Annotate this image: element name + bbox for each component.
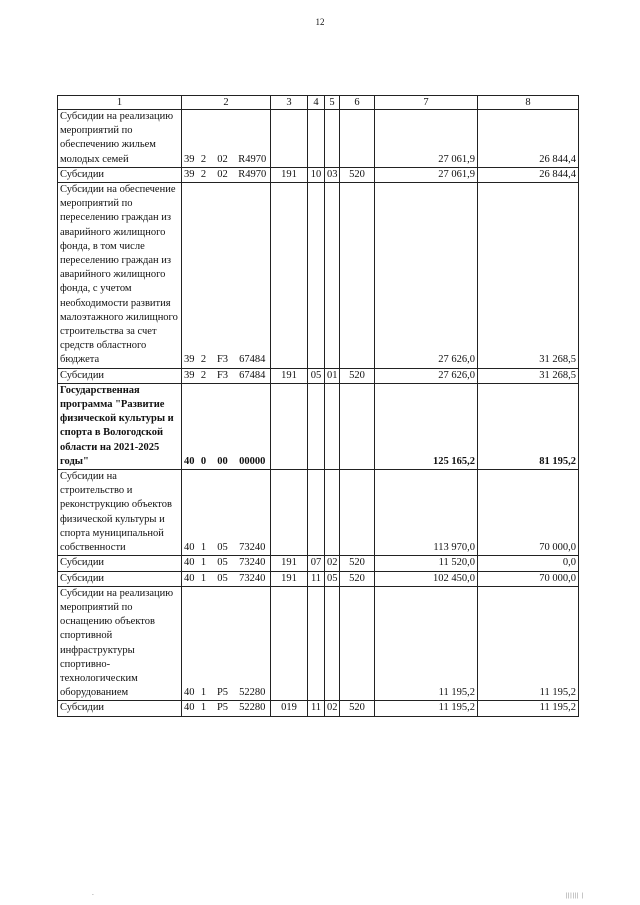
code-expense-cell: 67484 <box>235 368 271 383</box>
amount-2022-cell: 70 000,0 <box>478 571 579 586</box>
section-code-cell <box>308 183 325 369</box>
amount-2021-cell: 11 195,2 <box>375 701 478 716</box>
code-expense-cell: 52280 <box>235 586 271 701</box>
row-name-cell: Субсидии на строительство и реконструкцию объектов физической культуры и спорта муниципальной собственности <box>58 470 182 556</box>
code-direction-cell: F3 <box>211 368 235 383</box>
row-name-cell: Субсидии <box>58 556 182 571</box>
code-program-cell: 40 <box>182 571 197 586</box>
header-col-3: 3 <box>271 96 308 110</box>
subsection-code-cell <box>325 110 340 168</box>
amount-2022-cell: 11 195,2 <box>478 701 579 716</box>
amount-2021-cell: 102 450,0 <box>375 571 478 586</box>
code-subprogram-cell: 2 <box>197 183 211 369</box>
code-expense-cell: 00000 <box>235 383 271 469</box>
code-program-cell: 40 <box>182 701 197 716</box>
expense-type-cell <box>340 110 375 168</box>
subsection-code-cell: 05 <box>325 571 340 586</box>
budget-table <box>57 95 579 717</box>
section-code-cell: 11 <box>308 571 325 586</box>
header-col-8: 8 <box>478 96 579 110</box>
code-direction-cell: 00 <box>211 383 235 469</box>
amount-2022-cell: 0,0 <box>478 556 579 571</box>
table-row <box>58 110 579 168</box>
code-subprogram-cell: 0 <box>197 383 211 469</box>
code-direction-cell: 05 <box>211 571 235 586</box>
code-expense-cell: 52280 <box>235 701 271 716</box>
footer-mark-right: |||||| | <box>566 893 584 899</box>
table-row <box>58 470 579 556</box>
footer-mark-left: - <box>92 893 94 898</box>
table-row <box>58 556 579 571</box>
code-subprogram-cell: 1 <box>197 556 211 571</box>
amount-2022-cell: 11 195,2 <box>478 586 579 701</box>
expense-type-cell: 520 <box>340 556 375 571</box>
section-code-cell <box>308 110 325 168</box>
header-row <box>58 96 579 110</box>
code-direction-cell: F3 <box>211 183 235 369</box>
row-name-cell: Субсидии <box>58 368 182 383</box>
subsection-code-cell <box>325 183 340 369</box>
ministry-code-cell <box>271 586 308 701</box>
section-code-cell <box>308 470 325 556</box>
expense-type-cell <box>340 183 375 369</box>
amount-2022-cell: 70 000,0 <box>478 470 579 556</box>
subsection-code-cell: 02 <box>325 556 340 571</box>
amount-2021-cell: 27 061,9 <box>375 167 478 182</box>
code-subprogram-cell: 1 <box>197 571 211 586</box>
row-name-cell: Субсидии <box>58 701 182 716</box>
subsection-code-cell <box>325 586 340 701</box>
code-subprogram-cell: 1 <box>197 586 211 701</box>
code-program-cell: 39 <box>182 368 197 383</box>
ministry-code-cell <box>271 183 308 369</box>
amount-2021-cell: 11 195,2 <box>375 586 478 701</box>
amount-2022-cell: 26 844,4 <box>478 167 579 182</box>
row-name-cell: Субсидии <box>58 167 182 182</box>
ministry-code-cell: 191 <box>271 368 308 383</box>
expense-type-cell: 520 <box>340 701 375 716</box>
code-expense-cell: R4970 <box>235 110 271 168</box>
code-direction-cell: 05 <box>211 470 235 556</box>
ministry-code-cell: 019 <box>271 701 308 716</box>
code-subprogram-cell: 2 <box>197 368 211 383</box>
code-expense-cell: 73240 <box>235 556 271 571</box>
amount-2021-cell: 125 165,2 <box>375 383 478 469</box>
code-expense-cell: 73240 <box>235 470 271 556</box>
code-program-cell: 39 <box>182 110 197 168</box>
row-name-cell: Государственная программа "Развитие физической культуры и спорта в Вологодской области на 2021-2025 годы" <box>58 383 182 469</box>
table-row <box>58 586 579 701</box>
header-col-7: 7 <box>375 96 478 110</box>
code-direction-cell: 02 <box>211 167 235 182</box>
code-direction-cell: P5 <box>211 586 235 701</box>
expense-type-cell: 520 <box>340 571 375 586</box>
subsection-code-cell: 01 <box>325 368 340 383</box>
code-expense-cell: R4970 <box>235 167 271 182</box>
section-code-cell: 11 <box>308 701 325 716</box>
section-code-cell: 10 <box>308 167 325 182</box>
ministry-code-cell: 191 <box>271 167 308 182</box>
table-row <box>58 183 579 369</box>
table-row <box>58 167 579 182</box>
amount-2022-cell: 31 268,5 <box>478 368 579 383</box>
section-code-cell <box>308 586 325 701</box>
header-col-2: 2 <box>182 96 271 110</box>
code-program-cell: 40 <box>182 383 197 469</box>
code-program-cell: 39 <box>182 183 197 369</box>
section-code-cell: 05 <box>308 368 325 383</box>
amount-2022-cell: 81 195,2 <box>478 383 579 469</box>
code-subprogram-cell: 1 <box>197 701 211 716</box>
header-col-4: 4 <box>308 96 325 110</box>
header-col-6: 6 <box>340 96 375 110</box>
code-subprogram-cell: 2 <box>197 110 211 168</box>
amount-2022-cell: 26 844,4 <box>478 110 579 168</box>
amount-2021-cell: 27 626,0 <box>375 368 478 383</box>
code-subprogram-cell: 2 <box>197 167 211 182</box>
header-col-1: 1 <box>58 96 182 110</box>
code-direction-cell: P5 <box>211 701 235 716</box>
code-expense-cell: 73240 <box>235 571 271 586</box>
amount-2021-cell: 27 061,9 <box>375 110 478 168</box>
expense-type-cell: 520 <box>340 167 375 182</box>
code-program-cell: 40 <box>182 556 197 571</box>
table-row <box>58 571 579 586</box>
table-row <box>58 368 579 383</box>
ministry-code-cell <box>271 383 308 469</box>
page-number: 12 <box>315 17 325 27</box>
amount-2021-cell: 11 520,0 <box>375 556 478 571</box>
row-name-cell: Субсидии на реализацию мероприятий по обеспечению жильем молодых семей <box>58 110 182 168</box>
row-name-cell: Субсидии на реализацию мероприятий по оснащению объектов спортивной инфраструктуры спортивно-технологическим оборудованием <box>58 586 182 701</box>
ministry-code-cell <box>271 470 308 556</box>
ministry-code-cell <box>271 110 308 168</box>
expense-type-cell <box>340 586 375 701</box>
subsection-code-cell: 02 <box>325 701 340 716</box>
expense-type-cell <box>340 383 375 469</box>
expense-type-cell: 520 <box>340 368 375 383</box>
row-name-cell: Субсидии на обеспечение мероприятий по переселению граждан из аварийного жилищного фонда, в том числе переселению граждан из аварийного жилищного фонда, с учетом необходимости развития малоэтажного жилищного строительства за счет средств областного бюджета <box>58 183 182 369</box>
header-col-5: 5 <box>325 96 340 110</box>
subsection-code-cell: 03 <box>325 167 340 182</box>
subsection-code-cell <box>325 470 340 556</box>
code-subprogram-cell: 1 <box>197 470 211 556</box>
subsection-code-cell <box>325 383 340 469</box>
code-direction-cell: 05 <box>211 556 235 571</box>
amount-2021-cell: 27 626,0 <box>375 183 478 369</box>
table-row <box>58 701 579 716</box>
code-expense-cell: 67484 <box>235 183 271 369</box>
code-program-cell: 40 <box>182 586 197 701</box>
ministry-code-cell: 191 <box>271 556 308 571</box>
code-program-cell: 40 <box>182 470 197 556</box>
amount-2022-cell: 31 268,5 <box>478 183 579 369</box>
section-code-cell: 07 <box>308 556 325 571</box>
expense-type-cell <box>340 470 375 556</box>
amount-2021-cell: 113 970,0 <box>375 470 478 556</box>
section-code-cell <box>308 383 325 469</box>
code-program-cell: 39 <box>182 167 197 182</box>
row-name-cell: Субсидии <box>58 571 182 586</box>
ministry-code-cell: 191 <box>271 571 308 586</box>
table-row <box>58 383 579 469</box>
code-direction-cell: 02 <box>211 110 235 168</box>
